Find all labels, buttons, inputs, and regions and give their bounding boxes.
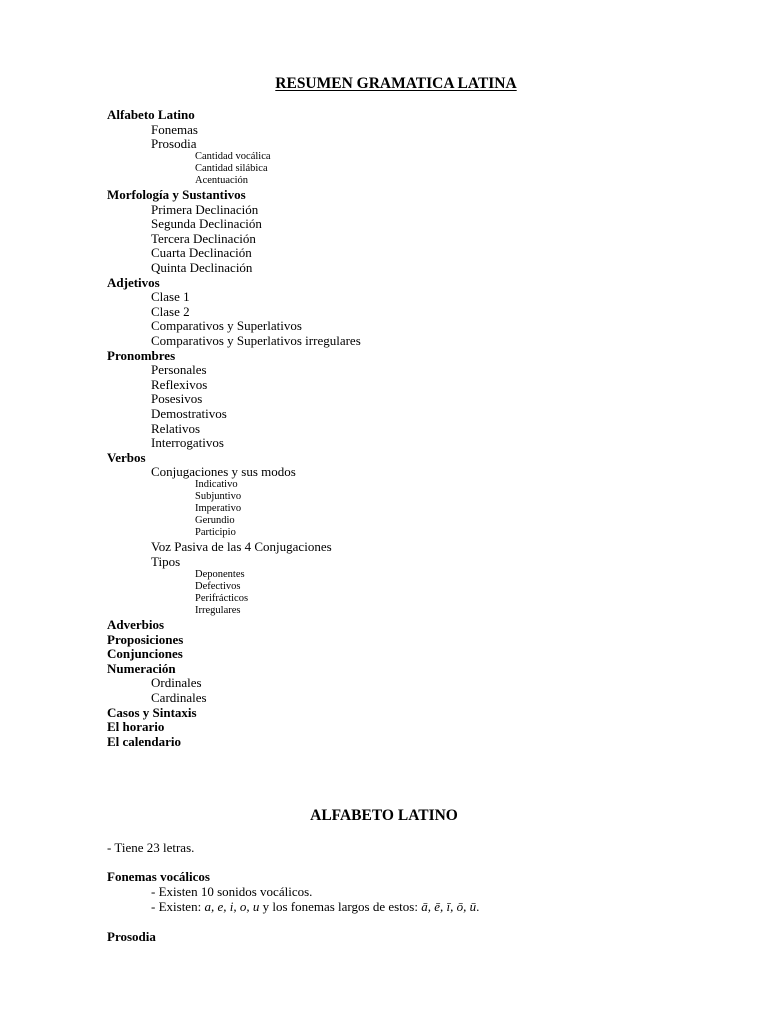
toc-item-level-3: Acentuación — [195, 174, 249, 186]
toc-item-level-2: Comparativos y Superlativos irregulares — [151, 333, 361, 348]
table-of-contents — [107, 107, 707, 748]
toc-item-level-2: Interrogativos — [151, 435, 224, 451]
toc-item-level-2: Comparativos y Superlativos — [151, 318, 302, 334]
intro-text: - Tiene 23 letras. — [107, 840, 195, 855]
toc-item-level-3: Irregulares — [195, 604, 241, 616]
toc-item-level-2: Ordinales — [151, 675, 202, 691]
toc-item-level-3: Perifrácticos — [195, 592, 249, 604]
toc-item-level-1: Adverbios — [107, 616, 165, 632]
fonemas-line-2-middle: y los fonemas largos de estos: — [259, 899, 422, 914]
toc-item-level-3: Subjuntivo — [195, 491, 242, 503]
toc-item-level-2: Tipos — [151, 554, 181, 569]
fonemas-line-1: - Existen 10 sonidos vocálicos. — [151, 884, 313, 899]
toc-item-level-3: Participio — [195, 527, 236, 539]
toc-item-level-2: Demostrativos — [151, 405, 227, 421]
toc-item-level-1: El calendario — [107, 733, 182, 749]
toc-item-level-3: Indicativo — [195, 478, 238, 490]
toc-item-level-2: Prosodia — [151, 136, 197, 152]
toc-item-level-2: Segunda Declinación — [151, 216, 262, 232]
toc-item-level-2: Cardinales — [151, 689, 207, 705]
toc-item-level-2: Fonemas — [151, 121, 198, 137]
toc-item-level-2: Primera Declinación — [151, 201, 259, 217]
fonemas-heading: Fonemas vocálicos — [107, 869, 210, 884]
toc-item-level-2: Posesivos — [151, 391, 203, 407]
section-title: ALFABETO LATINO — [310, 807, 458, 824]
toc-item-level-3: Imperativo — [195, 503, 242, 515]
toc-item-level-1: Proposiciones — [107, 631, 184, 647]
toc-item-level-1: Pronombres — [107, 347, 176, 363]
page-title: RESUMEN GRAMATICA LATINA — [275, 75, 517, 92]
short-vowels: a, e, i, o, u — [204, 899, 260, 914]
toc-item-level-1: Numeración — [107, 660, 176, 676]
toc-item-level-2: Cuarta Declinación — [151, 245, 252, 261]
toc-item-level-2: Tercera Declinación — [151, 230, 256, 246]
fonemas-line-2 — [107, 899, 479, 914]
toc-item-level-2: Conjugaciones y sus modos — [151, 464, 296, 480]
toc-item-level-2: Relativos — [151, 420, 201, 436]
toc-item-level-2: Voz Pasiva de las 4 Conjugaciones — [151, 539, 332, 555]
toc-item-level-3: Cantidad vocálica — [195, 150, 271, 162]
toc-item-level-1: Morfología y Sustantivos — [107, 187, 246, 203]
toc-item-level-3: Deponentes — [195, 568, 245, 580]
toc-item-level-1: Verbos — [107, 449, 146, 465]
toc-item-level-1: Alfabeto Latino — [107, 107, 195, 122]
fonemas-line-2-end: . — [476, 899, 480, 914]
toc-item-level-2: Clase 1 — [151, 289, 190, 305]
toc-item-level-1: El horario — [107, 719, 165, 735]
toc-item-level-2: Reflexivos — [151, 376, 208, 392]
toc-item-level-1: Casos y Sintaxis — [107, 704, 197, 720]
prosodia-heading: Prosodia — [107, 929, 156, 944]
toc-item-level-2: Quinta Declinación — [151, 260, 253, 276]
toc-item-level-3: Defectivos — [195, 580, 241, 592]
toc-item-level-1: Conjunciones — [107, 646, 183, 662]
toc-item-level-3: Cantidad silábica — [195, 162, 268, 174]
fonemas-line-2-prefix: - Existen: — [151, 899, 205, 914]
toc-item-level-2: Clase 2 — [151, 303, 190, 319]
toc-item-level-2: Personales — [151, 362, 207, 378]
long-vowels: ā, ē, ī, ō, ū — [421, 899, 477, 914]
toc-item-level-3: Gerundio — [195, 515, 235, 527]
toc-item-level-1: Adjetivos — [107, 274, 160, 290]
